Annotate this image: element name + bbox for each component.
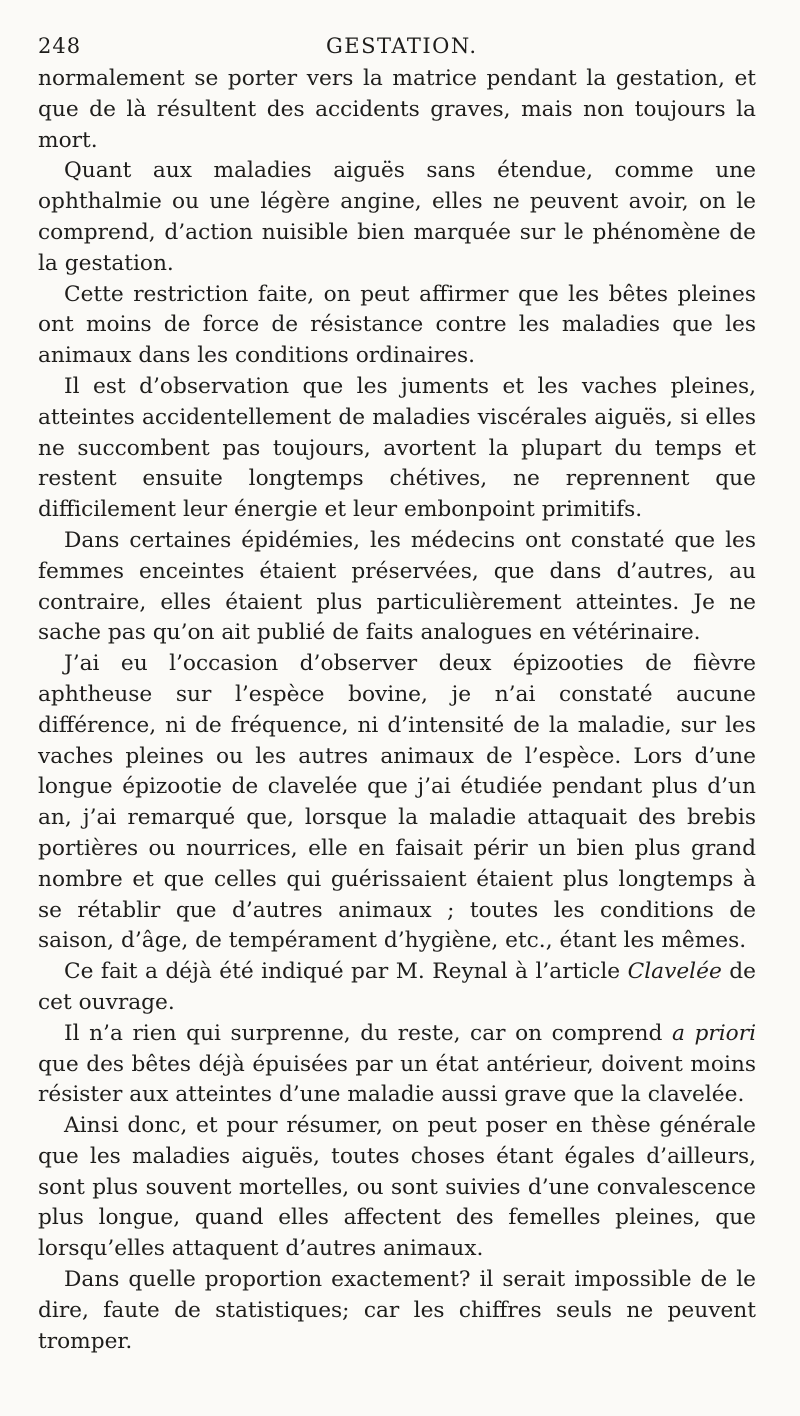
paragraph-reynal-text-end: de cet ouvrage.: [38, 959, 756, 1015]
paragraph-observation: Il est d’observation que les juments et les vaches pleines, atteintes accidentellement de maladies viscérales aiguës, si elles ne succombent pas toujours, avortent la plupart du temps et restent ensuite longtemps chétives, ne reprennent que difficilement leur énergie et leur embonpoint primitifs.: [38, 373, 756, 523]
paragraph-epizootics: J’ai eu l’occasion d’observer deux épizooties de fièvre aphtheuse sur l’espèce bovine, je n’ai constaté aucune différence, ni de fréquence, ni d’intensité de la maladie, sur les vaches pleines ou les autres animaux de l’espèce. Lors d’une longue épizootie de clavelée que j’ai étudiée pendant plus d’un an, j’ai remarqué que, lorsque la maladie attaquait des brebis portières ou nourrices, elle en faisait périr un bien plus grand nombre et que celles qui guérissaient étaient plus longtemps à se rétablir que d’autres animaux ; toutes les conditions de saison, d’âge, de tempérament d’hygiène, etc., étant les mêmes.: [38, 651, 756, 954]
italic-term-clavelee: Clavelée: [627, 959, 722, 985]
paragraph-proportion: Dans quelle proportion exactement? il serait impossible de le dire, faute de statistiques; car les chiffres seuls ne peuvent tromper.: [38, 1267, 756, 1354]
paragraph-acute-diseases: Quant aux maladies aiguës sans étendue, comme une ophthalmie ou une légère angine, elles ne peuvent avoir, on le comprend, d’action nuisible bien marquée sur le phénomène de la gestation.: [38, 158, 756, 276]
page-number: 248: [38, 34, 82, 58]
paragraph-epidemics: Dans certaines épidémies, les médecins ont constaté que les femmes enceintes étaient préservées, que dans d’autres, au contraire, elles étaient plus particulièrement atteintes. Je ne sache pas qu’on ait publié de faits analogues en vétérinaire.: [38, 527, 756, 646]
italic-term-a-priori: a priori: [671, 1020, 757, 1046]
paragraph-reynal-text-start: Ce fait a déjà été indiqué par M. Reynal à l’article: [64, 959, 628, 985]
body-text: [38, 64, 756, 1357]
paragraph-a-priori: [38, 1019, 756, 1111]
paragraph-a-priori-text-end: que des bêtes déjà épuisées par un état antérieur, doivent moins résister aux atteintes d’une maladie aussi grave que la clavelée.: [38, 1051, 756, 1108]
paragraph-summary: Ainsi donc, et pour résumer, on peut poser en thèse générale que les maladies aiguës, toutes choses étant égales d’ailleurs, sont plus souvent mortelles, ou sont suivies d’une convalescence plus longue, quand elles affectent des femelles pleines, que lorsqu’elles attaquent d’autres animaux.: [38, 1113, 756, 1262]
paragraph-resistance: Cette restriction faite, on peut affirmer que les bêtes pleines ont moins de force de résistance contre les maladies que les animaux dans les conditions ordinaires.: [38, 281, 756, 369]
paragraph-continuation: normalement se porter vers la matrice pendant la gestation, et que de là résultent des accidents graves, mais non toujours la mort.: [38, 66, 756, 153]
running-head: [38, 30, 756, 64]
paragraph-a-priori-text-start: Il n’a rien qui surprenne, du reste, car on comprend: [64, 1020, 672, 1046]
paragraph-reynal: [38, 957, 756, 1019]
running-title: GESTATION.: [326, 34, 478, 58]
